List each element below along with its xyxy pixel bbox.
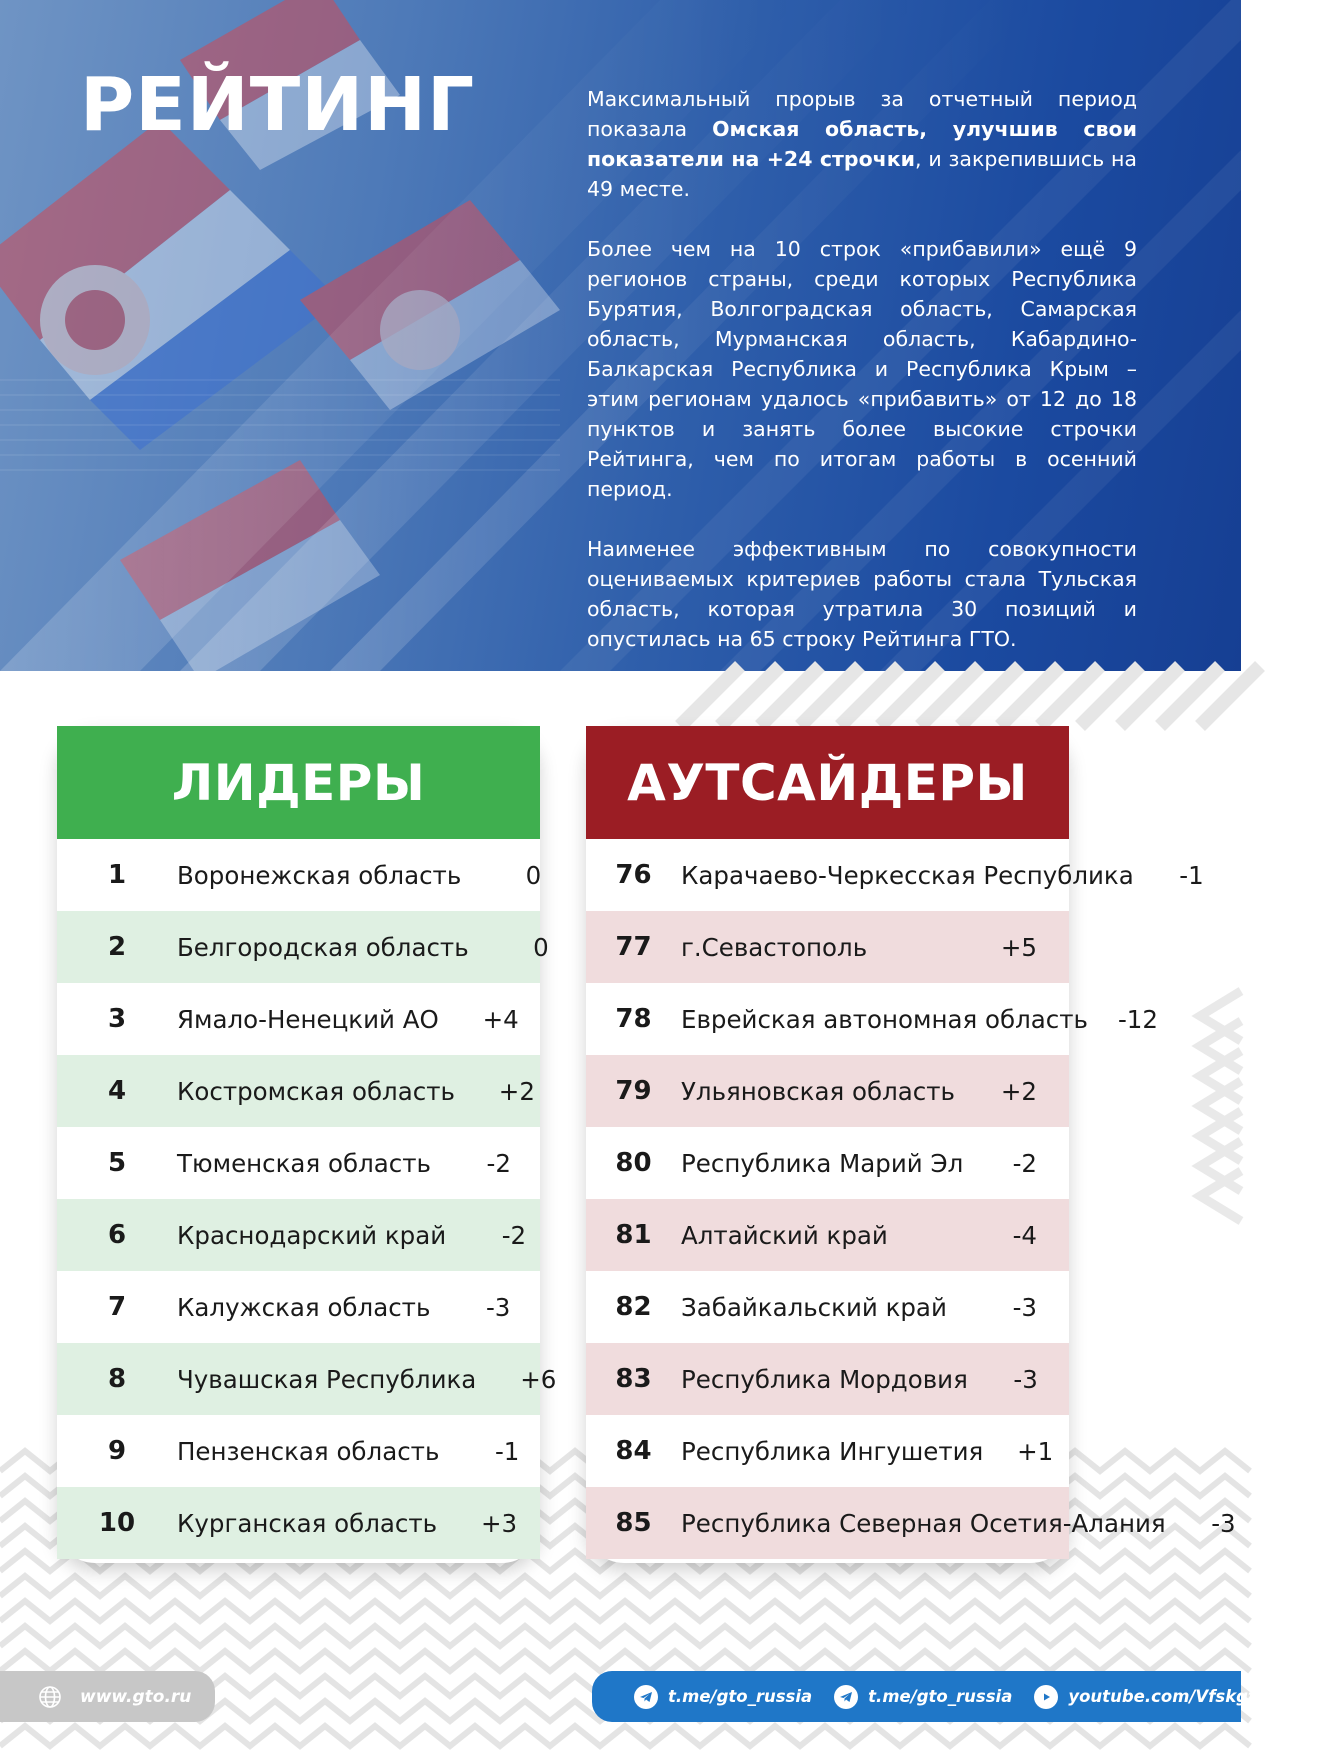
- outsiders-header: [586, 726, 1069, 839]
- row-change: +6: [520, 1364, 557, 1394]
- youtube-link-text: youtube.com/VfskgtoRussia: [1068, 1687, 1327, 1706]
- social-links-bar: [592, 1671, 1327, 1722]
- table-row: [57, 839, 540, 911]
- row-rank: 83: [615, 1364, 652, 1394]
- table-row: [586, 1487, 1236, 1559]
- row-rank: 3: [107, 1004, 127, 1034]
- table-row: [57, 1487, 540, 1559]
- row-change: -3: [1013, 1364, 1038, 1394]
- table-row: [57, 1271, 540, 1343]
- row-region: Курганская область: [177, 1508, 438, 1538]
- leaders-header: [57, 726, 540, 839]
- row-region: Ямало-Ненецкий АО: [177, 1004, 439, 1034]
- row-change: +3: [480, 1508, 518, 1538]
- row-change: -4: [1012, 1220, 1037, 1250]
- table-row: [586, 1271, 1069, 1343]
- table-row: [586, 983, 1158, 1055]
- table-row: [57, 1343, 557, 1415]
- table-row: [586, 1415, 1069, 1487]
- row-change: +5: [1000, 932, 1037, 962]
- row-rank: 9: [107, 1436, 127, 1466]
- row-region: Алтайский край: [681, 1220, 888, 1250]
- table-row: [57, 1055, 540, 1127]
- youtube-link[interactable]: [1034, 1685, 1327, 1709]
- row-region: Тюменская область: [177, 1148, 431, 1178]
- table-row: [586, 911, 1069, 983]
- intro-paragraph-2: Более чем на 10 строк «прибавили» ещё 9 регионов страны, среди которых Республика Бурятия, Волгоградская область, Самарская область, Мурманская область, Кабардино-Балкарская Республика и Республика Крым – этим регионам удалось «прибавить» от 12 до 18 пунктов и занять более высокие строчки Рейтинга, чем по итогам работы в осенний период.: [587, 237, 1137, 501]
- row-region: Чувашская Республика: [177, 1364, 477, 1394]
- row-rank: 8: [107, 1364, 127, 1394]
- leaders-title: ЛИДЕРЫ: [171, 753, 426, 812]
- row-region: Республика Ингушетия: [681, 1436, 984, 1466]
- row-region: Еврейская автономная область: [681, 1004, 1088, 1034]
- row-rank: 7: [107, 1292, 127, 1322]
- table-row: [586, 1127, 1069, 1199]
- youtube-icon: [1034, 1685, 1058, 1709]
- row-rank: 2: [107, 932, 127, 962]
- row-rank: 82: [615, 1292, 652, 1322]
- telegram-link-text: t.me/gto_russia: [668, 1687, 813, 1706]
- row-rank: 1: [107, 860, 127, 890]
- row-rank: 85: [615, 1508, 652, 1538]
- table-row: [57, 1199, 540, 1271]
- row-change: +2: [1000, 1076, 1037, 1106]
- globe-icon: [38, 1685, 62, 1709]
- row-change: -1: [1179, 860, 1204, 890]
- outsiders-rows: [586, 839, 1236, 1559]
- website-link[interactable]: [0, 1671, 215, 1722]
- row-change: -3: [1012, 1292, 1037, 1322]
- row-rank: 79: [615, 1076, 652, 1106]
- row-region: Республика Марий Эл: [681, 1148, 964, 1178]
- telegram-link-1[interactable]: [634, 1685, 812, 1709]
- website-text: www.gto.ru: [80, 1686, 192, 1707]
- header-banner: [0, 0, 1241, 671]
- outsiders-title: АУТСАЙДЕРЫ: [627, 753, 1028, 812]
- row-rank: 5: [107, 1148, 127, 1178]
- row-region: Забайкальский край: [681, 1292, 947, 1322]
- row-region: Республика Мордовия: [681, 1364, 968, 1394]
- row-change: -3: [1211, 1508, 1236, 1538]
- intro-paragraph-3: Наименее эффективным по совокупности оцениваемых критериев работы стала Тульская область, которая утратила 30 позиций и опустилась на 65 строку Рейтинга ГТО.: [587, 537, 1137, 651]
- row-rank: 84: [615, 1436, 652, 1466]
- table-row: [57, 1127, 540, 1199]
- row-change: -2: [1012, 1148, 1037, 1178]
- row-region: Калужская область: [177, 1292, 431, 1322]
- telegram-icon: [634, 1685, 658, 1709]
- row-rank: 80: [615, 1148, 652, 1178]
- outsiders-table: [586, 726, 1236, 1563]
- row-region: Карачаево-Черкесская Республика: [681, 860, 1134, 890]
- telegram-icon: [834, 1685, 858, 1709]
- row-region: Белгородская область: [177, 932, 469, 962]
- row-change: +1: [1017, 1436, 1054, 1466]
- row-change: +4: [482, 1004, 519, 1034]
- row-region: Воронежская область: [177, 860, 462, 890]
- row-change: -3: [485, 1292, 511, 1322]
- intro-text: [587, 84, 1137, 684]
- row-change: 0: [525, 860, 542, 890]
- row-change: 0: [533, 932, 549, 962]
- row-region: Пензенская область: [177, 1436, 440, 1466]
- row-region: Республика Северная Осетия-Алания: [681, 1508, 1166, 1538]
- leaders-table: [57, 726, 557, 1563]
- leaders-rows: [57, 839, 557, 1559]
- intro-paragraph-1-start: Максимальный прорыв за отчетный период показала: [587, 87, 1137, 141]
- row-region: Краснодарский край: [177, 1220, 447, 1250]
- row-region: Ульяновская область: [681, 1076, 955, 1106]
- row-change: -2: [486, 1148, 511, 1178]
- table-row: [586, 1199, 1069, 1271]
- intro-paragraph-1: [587, 84, 1137, 204]
- intro-paragraph-1-end: , и закрепившись на 49 месте.: [587, 147, 1137, 201]
- telegram-link-2[interactable]: [834, 1685, 1012, 1709]
- row-rank: 6: [107, 1220, 127, 1250]
- row-rank: 77: [615, 932, 652, 962]
- row-rank: 10: [98, 1508, 136, 1538]
- row-rank: 76: [615, 860, 652, 890]
- table-row: [57, 1415, 540, 1487]
- row-change: +2: [498, 1076, 535, 1106]
- table-row: [586, 1343, 1069, 1415]
- table-row: [57, 983, 540, 1055]
- row-change: -1: [494, 1436, 520, 1466]
- row-change: -2: [501, 1220, 527, 1250]
- table-row: [57, 911, 549, 983]
- page-title: РЕЙТИНГ: [80, 62, 476, 148]
- table-row: [586, 1055, 1069, 1127]
- row-rank: 4: [107, 1076, 127, 1106]
- row-region: г.Севастополь: [681, 932, 868, 962]
- row-rank: 81: [615, 1220, 652, 1250]
- table-row: [586, 839, 1204, 911]
- row-region: Костромская область: [177, 1076, 455, 1106]
- intro-paragraph-1-highlight: Омская область, улучшив свои показатели на +24 строчки: [587, 117, 1137, 171]
- row-rank: 78: [615, 1004, 652, 1034]
- row-change: -12: [1117, 1004, 1158, 1034]
- telegram-link-text: t.me/gto_russia: [868, 1687, 1013, 1706]
